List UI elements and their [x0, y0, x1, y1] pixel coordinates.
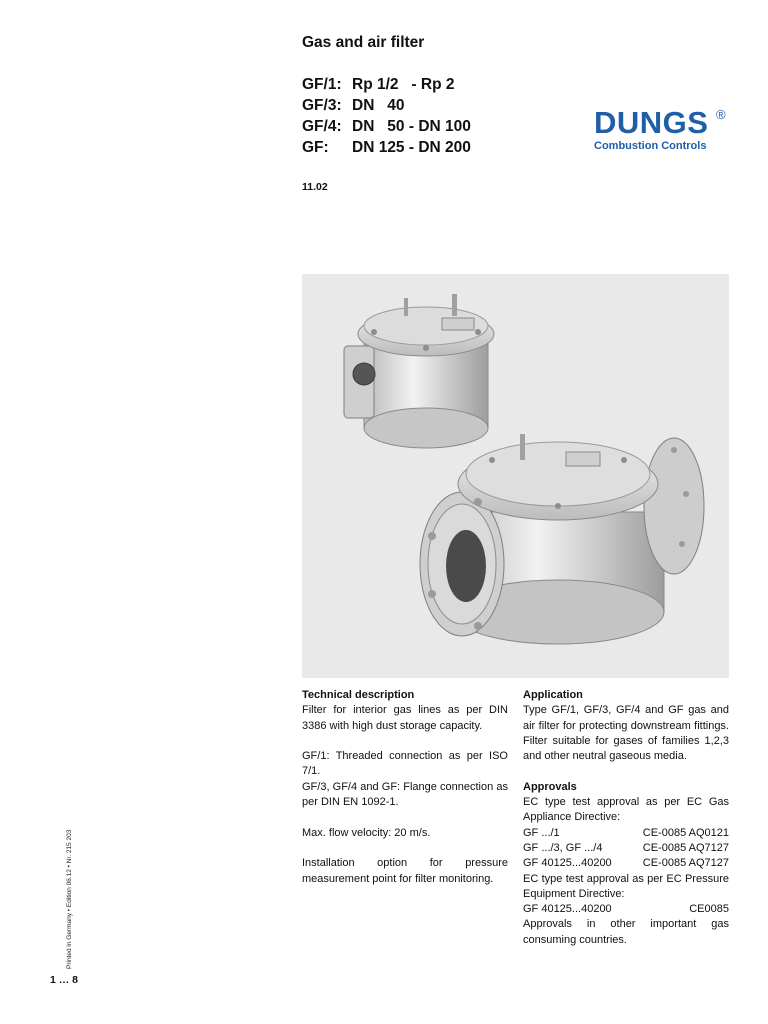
model-row — [302, 116, 471, 137]
technical-description — [302, 688, 508, 887]
technical-paragraph: GF/3, GF/4 and GF: Flange connection as per DIN EN 1092-1. — [302, 780, 508, 809]
approval-cert: CE-0085 AQ7127 — [642, 841, 729, 854]
application-section — [523, 688, 729, 948]
approvals-intro: EC type test approval as per EC Pressure Equipment Directive: — [523, 872, 729, 900]
model-range: DN 50 - DN 100 — [352, 118, 471, 135]
application-text: Type GF/1, GF/3, GF/4 and GF gas and air filter for protecting downstream fittings. Filter suitable for gases of families 1,2,3 and other neutral gaseous media. — [523, 704, 729, 763]
logo-wordmark: DUNGS — [594, 105, 709, 140]
approval-model: GF .../1 — [523, 826, 560, 839]
model-code: GF/1: — [302, 76, 342, 93]
model-row — [302, 74, 471, 95]
approval-model: GF 40125...40200 — [523, 857, 612, 870]
dungs-logo — [594, 105, 726, 152]
product-photo — [302, 274, 729, 678]
page-title: Gas and air filter — [302, 34, 425, 51]
small-filter — [344, 294, 494, 448]
approval-model: GF .../3, GF .../4 — [523, 841, 603, 854]
approval-cert: CE0085 — [689, 903, 729, 916]
approval-row — [523, 826, 729, 841]
technical-paragraph: Installation option for pressure measurement point for filter monitoring. — [302, 857, 508, 885]
approval-row — [523, 841, 729, 856]
approval-row — [523, 856, 729, 871]
edition-number: 11.02 — [302, 181, 328, 193]
approval-row — [523, 902, 729, 917]
technical-heading: Technical description — [302, 689, 415, 701]
model-list — [302, 74, 471, 158]
approvals-intro: EC type test approval as per EC Gas Appliance Directive: — [523, 796, 729, 824]
approval-cert: CE-0085 AQ0121 — [642, 826, 729, 839]
model-code: GF/4: — [302, 118, 342, 135]
large-filter — [420, 434, 704, 644]
approval-model: GF 40125...40200 — [523, 903, 612, 916]
approval-cert: CE-0085 AQ7127 — [642, 857, 729, 870]
registered-mark: ® — [716, 107, 726, 122]
application-heading: Application — [523, 689, 583, 701]
technical-paragraph: GF/1: Threaded connection as per ISO 7/1. — [302, 750, 508, 778]
logo-tagline: Combustion Controls — [594, 140, 707, 152]
print-imprint: Printed in Germany • Edition 06.12 • Nr. 215 203 — [66, 829, 73, 969]
model-code: GF/3: — [302, 97, 342, 114]
model-range: Rp 1/2 - Rp 2 — [352, 76, 455, 93]
model-row — [302, 137, 471, 158]
gas-filter-illustration — [302, 274, 729, 678]
model-code: GF: — [302, 139, 329, 156]
approvals-heading: Approvals — [523, 780, 577, 793]
technical-paragraph: Max. flow velocity: 20 m/s. — [302, 826, 431, 839]
page-number: 1 … 8 — [50, 974, 79, 986]
model-row — [302, 95, 471, 116]
model-range: DN 125 - DN 200 — [352, 139, 471, 156]
model-range: DN 40 — [352, 97, 405, 114]
approvals-footer: Approvals in other important gas consuming countries. — [523, 918, 729, 946]
technical-paragraph: Filter for interior gas lines as per DIN 3386 with high dust storage capacity. — [302, 704, 508, 732]
